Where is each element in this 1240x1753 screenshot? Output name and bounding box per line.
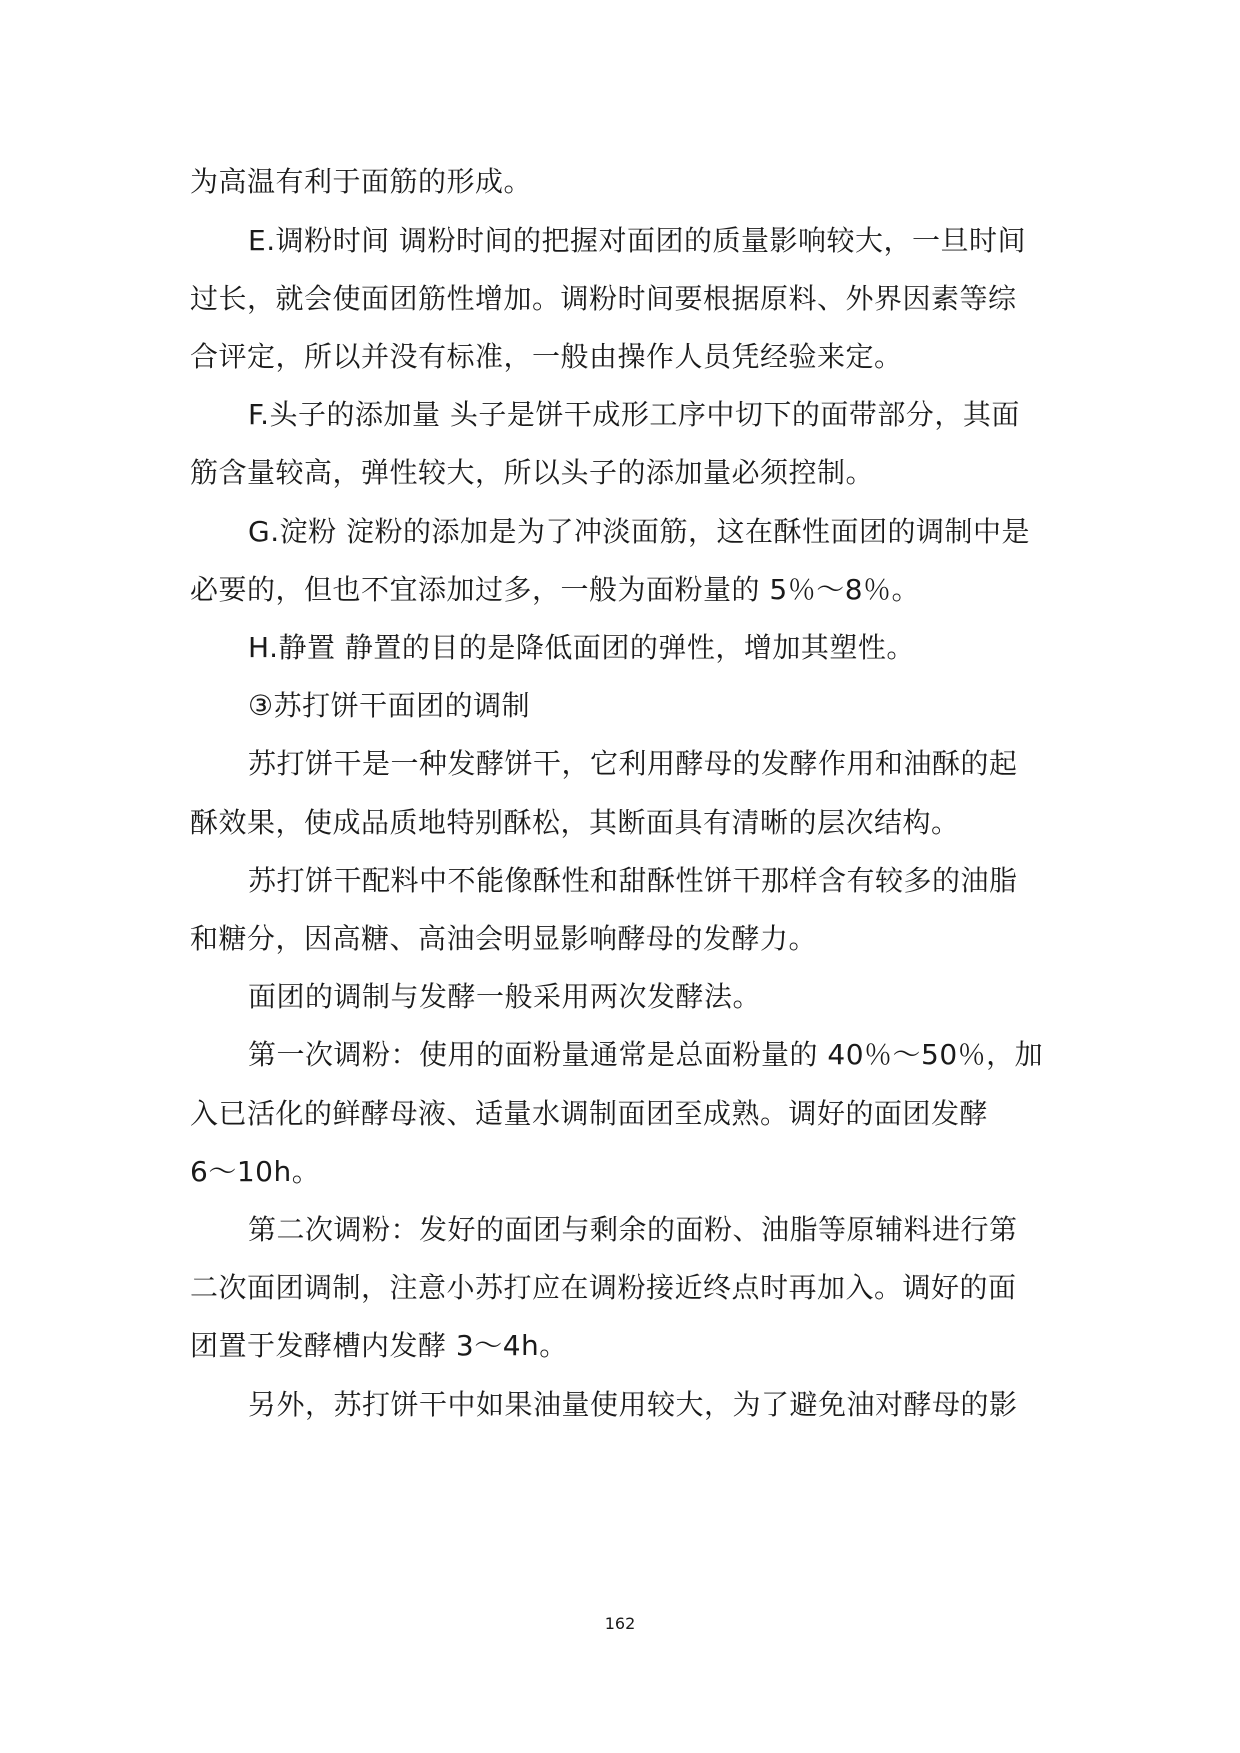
text-line: H.静置 静置的目的是降低面团的弹性，增加其塑性。 bbox=[248, 631, 915, 664]
text-line: G.淀粉 淀粉的添加是为了冲淡面筋，这在酥性面团的调制中是 bbox=[248, 515, 1031, 548]
text-line: 第二次调粉：发好的面团与剩余的面粉、油脂等原辅料进行第 bbox=[248, 1213, 1018, 1246]
section-heading: ③苏打饼干面团的调制 bbox=[248, 689, 531, 722]
text-line: 第一次调粉：使用的面粉量通常是总面粉量的 40％～50％，加 bbox=[248, 1038, 1044, 1071]
text-line: 合评定，所以并没有标准，一般由操作人员凭经验来定。 bbox=[190, 340, 903, 373]
text-line: 和糖分，因高糖、高油会明显影响酵母的发酵力。 bbox=[190, 922, 818, 955]
text-line: 过长，就会使面团筋性增加。调粉时间要根据原料、外界因素等综 bbox=[190, 282, 1017, 315]
text-line: E.调粉时间 调粉时间的把握对面团的质量影响较大，一旦时间 bbox=[248, 224, 1026, 257]
text-line: 必要的，但也不宜添加过多，一般为面粉量的 5％～8％。 bbox=[190, 573, 921, 606]
text-line: F.头子的添加量 头子是饼干成形工序中切下的面带部分，其面 bbox=[248, 398, 1020, 431]
text-line: 苏打饼干配料中不能像酥性和甜酥性饼干那样含有较多的油脂 bbox=[248, 864, 1018, 897]
text-line: 为高温有利于面筋的形成。 bbox=[190, 165, 533, 198]
text-line: 团置于发酵槽内发酵 3～4h。 bbox=[190, 1329, 568, 1362]
page-number: 162 bbox=[604, 1614, 636, 1633]
text-line: 二次面团调制，注意小苏打应在调粉接近终点时再加入。调好的面 bbox=[190, 1271, 1017, 1304]
text-line: 苏打饼干是一种发酵饼干，它利用酵母的发酵作用和油酥的起 bbox=[248, 747, 1018, 780]
text-line: 另外，苏打饼干中如果油量使用较大，为了避免油对酵母的影 bbox=[248, 1388, 1018, 1421]
text-line: 6～10h。 bbox=[190, 1155, 321, 1188]
text-line: 入已活化的鲜酵母液、适量水调制面团至成熟。调好的面团发酵 bbox=[190, 1097, 989, 1130]
text-line: 筋含量较高，弹性较大，所以头子的添加量必须控制。 bbox=[190, 456, 875, 489]
text-line: 酥效果，使成品质地特别酥松，其断面具有清晰的层次结构。 bbox=[190, 806, 960, 839]
text-line: 面团的调制与发酵一般采用两次发酵法。 bbox=[248, 980, 762, 1013]
